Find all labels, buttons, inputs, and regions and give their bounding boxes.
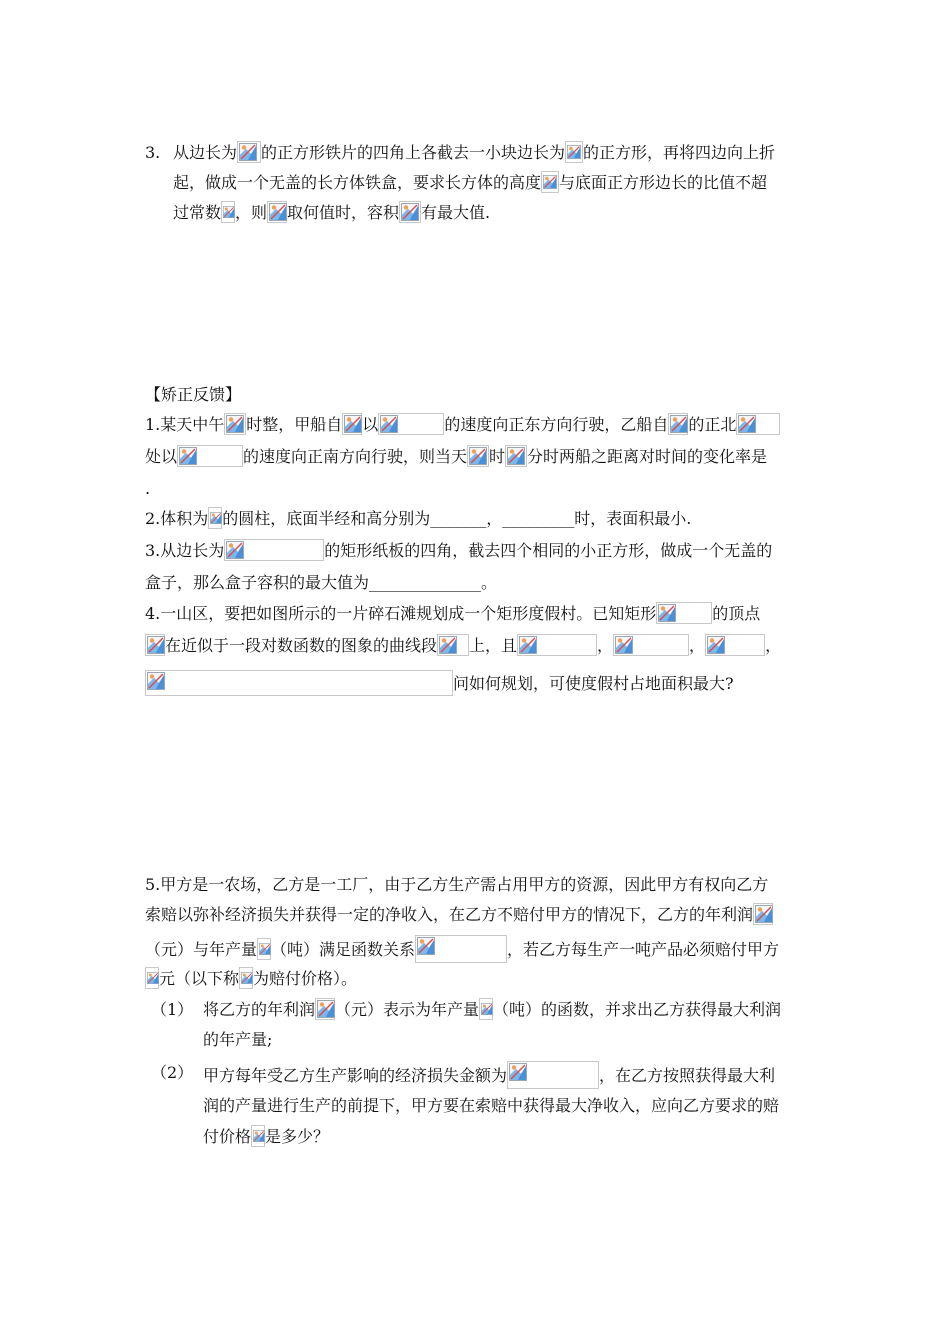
- formula-image-icon: [668, 413, 688, 435]
- subquestion-number: （1）: [151, 1000, 194, 1019]
- question-3-line-2: 起，做成一个无盖的长方体铁盒，要求长方体的高度 与底面正方形边长的比值不超: [173, 173, 768, 192]
- formula-image-icon: [467, 445, 489, 467]
- problem-1-line-2: 处以 的速度向正南方向行驶，则当天 时 分时两船之距离对时间的变化率是: [145, 447, 768, 466]
- formula-image-icon: [239, 967, 253, 989]
- question-3-line-3: 过常数 ，则 取何值时，容积 有最大值.: [173, 203, 491, 222]
- problem-2-line-1: 2.体积为 的圆柱，底面半经和高分别为_______，_________时，表面积最小.: [145, 509, 692, 528]
- problem-4-line-1: 4.一山区，要把如图所示的一片碎石滩规划成一个矩形度假村。已知矩形 的顶点: [145, 604, 761, 623]
- formula-image-icon: [415, 935, 507, 963]
- formula-image-icon: [208, 507, 222, 529]
- formula-image-icon: [613, 634, 689, 656]
- formula-image-icon: [267, 201, 287, 223]
- question-number: 3.: [145, 143, 161, 162]
- formula-image-icon: [656, 602, 712, 624]
- formula-image-icon: [257, 938, 271, 960]
- question-5-line-2: 索赔以弥补经济损失并获得一定的净收入，在乙方不赔付甲方的情况下，乙方的年利润: [145, 903, 773, 927]
- formula-image-icon: [437, 634, 469, 656]
- subquestion-2-line-1: 甲方每年受乙方生产影响的经济损失金额为 ，在乙方按照获得最大利: [203, 1061, 775, 1085]
- formula-image-icon: [251, 1125, 265, 1147]
- problem-1-line-1: 1.某天中午 时整，甲船自 以 的速度向正东方向行驶，乙船自 的正北: [145, 413, 780, 437]
- question-5-line-1: 5.甲方是一农场，乙方是一工厂，由于乙方生产需占用甲方的资源，因此甲方有权向乙方: [145, 875, 769, 894]
- formula-image-icon: [224, 539, 324, 561]
- problem-4-line-2: 在近似于一段对数函数的图象的曲线段 上，且 ， ， ，: [145, 634, 781, 658]
- formula-image-icon: [753, 903, 773, 925]
- problem-3-line-1: 3.从边长为 的矩形纸板的四角，截去四个相同的小正方形，做成一个无盖的: [145, 541, 773, 560]
- formula-image-icon: [541, 171, 559, 193]
- formula-image-icon: [145, 967, 159, 989]
- formula-image-icon: [342, 413, 362, 435]
- formula-image-icon: [221, 201, 235, 223]
- formula-image-icon: [177, 445, 243, 467]
- formula-image-icon: [705, 634, 765, 656]
- formula-image-icon: [479, 998, 493, 1020]
- problem-4-line-3: 问如何规划，可使度假村占地面积最大?: [145, 670, 734, 694]
- formula-image-icon: [145, 634, 165, 656]
- question-3-line-1: 从边长为 的正方形铁片的四角上各截去一小块边长为 的正方形，再将四边向上折: [173, 143, 776, 162]
- question-5-line-3: （元）与年产量 （吨）满足函数关系 ，若乙方每生产一吨产品必须赔付甲方: [145, 935, 779, 959]
- question-5-line-4: 元（以下称 为赔付价格）。: [145, 967, 357, 991]
- formula-image-icon: [517, 634, 597, 656]
- subquestion-2-line-2: 润的产量进行生产的前提下，甲方要在索赔中获得最大净收入，应向乙方要求的赔: [203, 1096, 780, 1115]
- problem-3-line-2: 盒子，那么盒子容积的最大值为______________。: [145, 573, 498, 592]
- formula-image-icon: [315, 998, 335, 1020]
- problem-1-line-3: .: [145, 479, 151, 498]
- formula-image-icon: [145, 670, 453, 696]
- formula-image-icon: [224, 413, 246, 435]
- formula-image-icon: [237, 141, 261, 163]
- subquestion-1-line-2: 的年产量;: [203, 1030, 273, 1049]
- formula-image-icon: [505, 445, 527, 467]
- section-heading: 【矫正反馈】: [145, 385, 242, 404]
- formula-image-icon: [399, 201, 421, 223]
- formula-image-icon: [565, 141, 583, 163]
- formula-image-icon: [736, 413, 780, 435]
- formula-image-icon: [507, 1061, 599, 1089]
- formula-image-icon: [378, 413, 444, 435]
- subquestion-2-line-3: 付价格 是多少？: [203, 1127, 330, 1146]
- subquestion-1-line-1: 将乙方的年利润 （元）表示为年产量 （吨）的函数，并求出乙方获得最大利润: [203, 1000, 782, 1019]
- subquestion-number: （2）: [151, 1063, 194, 1082]
